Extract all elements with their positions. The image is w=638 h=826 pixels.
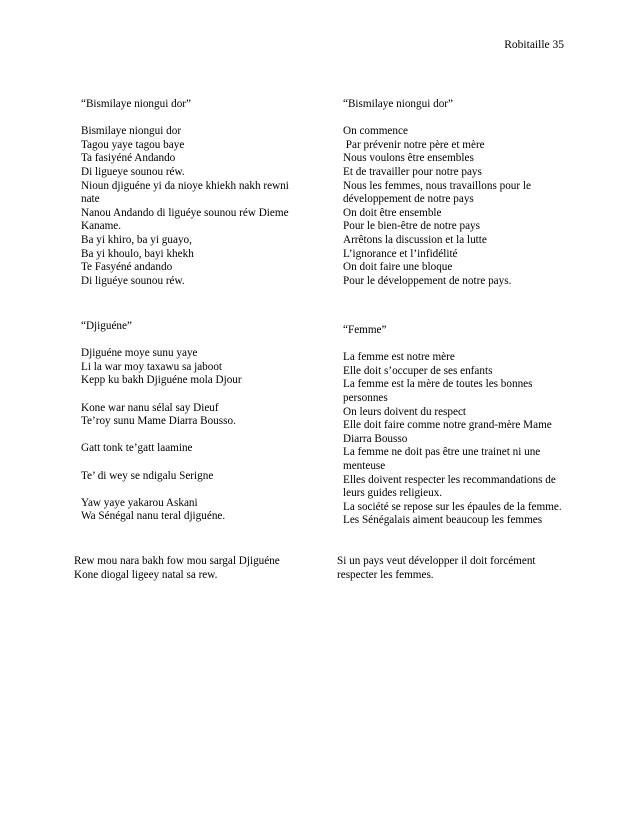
- closing-french-line: Si un pays veut développer il doit forcément: [337, 555, 536, 567]
- closing-wolof-line: Kone diogal ligeey natal sa rew.: [74, 568, 218, 581]
- poem1-french-line: Et de travailler pour notre pays: [343, 165, 482, 178]
- poem2-french-line: La société se repose sur les épaules de la femme.: [343, 500, 562, 513]
- poem1-french: [343, 98, 603, 288]
- closing-french: [337, 555, 536, 582]
- poem2-wolof-line: [81, 388, 321, 402]
- poem2-wolof-title: “Djiguéne”: [81, 320, 132, 332]
- poem1-wolof-line: Di liguéye sounou réw.: [81, 274, 185, 287]
- poem1-french-lines: [343, 125, 603, 288]
- poem2-wolof-line: Li la war moy taxawu sa jaboot: [81, 360, 223, 373]
- poem2-french-line: Les Sénégalais aiment beaucoup les femmes: [343, 514, 543, 527]
- poem1-wolof-title: “Bismilaye niongui dor”: [81, 98, 191, 110]
- poem2-wolof-lines: [81, 347, 321, 524]
- poem1-wolof-line: Di ligueye sounou réw.: [81, 165, 185, 178]
- poem2-french-line: Elle doit faire comme notre grand-mère Mame: [343, 419, 552, 432]
- poem2-french-title: “Femme”: [343, 324, 387, 336]
- poem2-wolof-line: [81, 429, 321, 443]
- poem1-wolof-lines: [81, 125, 321, 288]
- poem2-wolof-line: Wa Sénégal nanu teral djiguéne.: [81, 510, 226, 523]
- poem1-french-line: L’ignorance et l’infidélité: [343, 247, 458, 260]
- poem2-wolof: [81, 320, 321, 524]
- poem1-wolof-line: Ba yi khoulo, bayi khekh: [81, 247, 194, 260]
- poem1-french-title: “Bismilaye niongui dor”: [343, 98, 453, 110]
- poem2-french-line: La femme est la mère de toutes les bonnes: [343, 378, 533, 391]
- poem2-wolof-line: Kepp ku bakh Djiguéne mola Djour: [81, 374, 242, 387]
- poem2-french-line: Elles doivent respecter les recommandations de: [343, 473, 556, 486]
- poem2-french-line: leurs guides religieux.: [343, 487, 443, 500]
- poem2-french-line: menteuse: [343, 459, 386, 472]
- poem2-wolof-line: Yaw yaye yakarou Askani: [81, 496, 198, 509]
- poem1-french-line: Arrêtons la discussion et la lutte: [343, 233, 487, 246]
- poem2-wolof-line: [81, 456, 321, 470]
- poem1-french-line: On doit être ensemble: [343, 206, 442, 219]
- poem1-wolof-line: Kaname.: [81, 220, 122, 233]
- poem1-french-line: Par prévenir notre père et mère: [343, 138, 485, 151]
- poem1-wolof-line: Bismilaye niongui dor: [81, 125, 182, 138]
- poem2-wolof-line: Te’ di wey se ndigalu Serigne: [81, 469, 214, 482]
- poem2-wolof-line: Djiguéne moye sunu yaye: [81, 347, 198, 360]
- poem1-wolof: [81, 98, 321, 288]
- closing-wolof-line: Rew mou nara bakh fow mou sargal Djiguéne: [74, 555, 280, 567]
- poem2-french: [343, 324, 603, 528]
- poem1-french-line: Nous les femmes, nous travaillons pour le: [343, 179, 531, 192]
- poem1-wolof-line: Nanou Andando di liguéye sounou réw Dieme: [81, 206, 289, 219]
- poem1-wolof-line: Nioun djiguéne yi da nioye khiekh nakh rewni: [81, 179, 289, 192]
- poem1-french-line: On commence: [343, 125, 408, 138]
- poem1-wolof-line: Ta fasiyéné Andando: [81, 152, 176, 165]
- poem2-french-line: Elle doit s’occuper de ses enfants: [343, 364, 493, 377]
- poem2-wolof-line: Te’roy sunu Mame Diarra Bousso.: [81, 415, 236, 428]
- poem1-wolof-line: Tagou yaye tagou baye: [81, 138, 185, 151]
- poem1-french-line: Nous voulons être ensembles: [343, 152, 474, 165]
- poem2-french-line: personnes: [343, 391, 388, 404]
- poem1-french-line: Pour le développement de notre pays.: [343, 274, 512, 287]
- poem2-wolof-line: [81, 483, 321, 497]
- poem2-french-lines: [343, 351, 603, 528]
- poem2-french-line: On leurs doivent du respect: [343, 405, 467, 418]
- poem1-wolof-line: Ba yi khiro, ba yi guayo,: [81, 233, 192, 246]
- poem2-french-line: La femme est notre mère: [343, 351, 455, 364]
- poem2-french-line: Diarra Bousso: [343, 432, 408, 445]
- page-header: Robitaille 35: [504, 39, 564, 51]
- poem2-wolof-line: Kone war nanu sélal say Dieuf: [81, 401, 219, 414]
- closing-wolof: [74, 555, 280, 582]
- poem1-wolof-line: nate: [81, 193, 100, 206]
- poem1-french-line: développement de notre pays: [343, 193, 474, 206]
- poem1-french-line: Pour le bien-être de notre pays: [343, 220, 480, 233]
- poem1-french-line: On doit faire une bloque: [343, 261, 453, 274]
- poem2-wolof-line: Gatt tonk te’gatt laamine: [81, 442, 193, 455]
- closing-french-line: respecter les femmes.: [337, 568, 434, 581]
- poem1-wolof-line: Te Fasyéné andando: [81, 261, 173, 274]
- poem2-french-line: La femme ne doit pas être une trainet ni une: [343, 446, 541, 459]
